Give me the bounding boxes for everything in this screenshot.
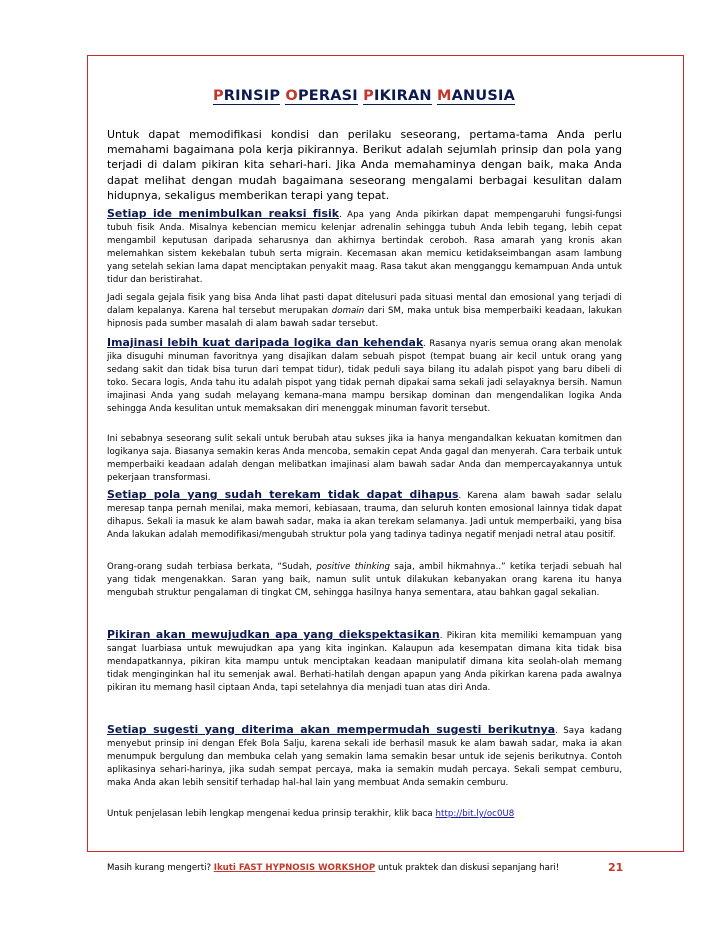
closing-paragraph: Untuk penjelasan lebih lengkap mengenai kedua prinsip terakhir, klik baca http://bit.ly/oc0U8 <box>107 809 515 819</box>
section-1-paragraph-2: Jadi segala gejala fisik yang bisa Anda lihat pasti dapat ditelusuri pada situasi mental dan emosional yang terjadi di dalam kepalanya. Karena hal tersebut merupakan domain dari SM, maka untuk bisa memperbaiki keadaan, lakukan hipnosis pada sumber masalah di alam bawah sadar tersebut. <box>107 293 622 329</box>
more-info-link[interactable]: http://bit.ly/oc0U8 <box>435 809 515 819</box>
section-3-heading: Setiap pola yang sudah terekam tidak dapat dihapus <box>107 488 459 501</box>
page-number: 21 <box>608 861 624 874</box>
section-5-paragraph <box>107 724 622 790</box>
section-5-heading: Setiap sugesti yang diterima akan mempermudah sugesti berikutnya <box>107 723 556 736</box>
section-2-paragraph-2: Ini sebabnya seseorang sulit sekali untuk berubah atau sukses jika ia hanya mengandalkan kekuatan komitmen dan logikanya saja. Biasanya semakin keras Anda mencoba, semakin cepat Anda gagal dan menyerah. Cara terbaik untuk memperbaiki keadaan adalah dengan melibatkan imajinasi alam bawah sadar Anda dan mempercayakannya untuk pekerjaan transformasi. <box>107 434 622 483</box>
section-4-paragraph <box>107 629 622 695</box>
section-2-heading: Imajinasi lebih kuat daripada logika dan kehendak <box>107 336 424 349</box>
footer: Masih kurang mengerti? Ikuti FAST HYPNOSIS WORKSHOP untuk praktek dan diskusi sepanjang hari! <box>107 863 560 873</box>
section-3-paragraph-2: Orang-orang sudah terbiasa berkata, “Sudah, positive thinking saja, ambil hikmahnya..” ketika terjadi sebuah hal yang tidak mengenakkan. Saran yang baik, namun sulit untuk dilakukan kebanyakan orang karena itu hanya mengubah struktur pengalaman di tingkat CM, sehingga hasilnya hanya sementara, atau bahkan gagal sekalian. <box>107 562 622 598</box>
section-4-body: . Pikiran kita memiliki kemampuan yang sangat luarbiasa untuk mewujudkan apa yang kita inginkan. Kalaupun ada kesempatan dimana kita tidak bisa mendapatkannya, pikiran kita mampu untuk menciptakan keadaan manipulatif dimana kita seolah-olah memang tidak menginginkan hal itu semenjak awal. Berhati-hatilah dengan apapun yang Anda pikirkan karena pada awalnya pikiran itu memang hasil ciptaan Anda, tapi setelahnya dia menjadi tuan atas diri Anda. <box>107 631 622 693</box>
section-1-body: . Apa yang Anda pikirkan dapat mempengaruhi fungsi-fungsi tubuh fisik Anda. Misalnya kebencian memicu kelenjar adrenalin sehingga tubuh Anda lebih tegang, lebih cepat mengambil keputusan daripada seharusnya dan akhirnya bertindak ceroboh. Rasa amarah yang kronis akan melemahkan sistem kekebalan tubuh serta migrain. Kecemasan akan memicu ketidakseimbangan asam lambung yang setelah sekian lama dapat menciptakan penyakit maag. Rasa takut akan mengganggu kemampuan Anda untuk tidur dan beristirahat. <box>107 210 622 285</box>
title-word-4: MANUSIA <box>436 88 516 104</box>
section-4-heading: Pikiran akan mewujudkan apa yang diekspektasikan <box>107 628 440 641</box>
intro-paragraph: Untuk dapat memodifikasi kondisi dan perilaku seseorang, pertama-tama Anda perlu memahami bagaimana pola kerja pikirannya. Berikut adalah sejumlah prinsip dan pola yang terjadi di dalam pikiran kita sehari-hari. Jika Anda memahaminya dengan baik, maka Anda dapat melihat dengan mudah bagaimana seseorang mengalami berbagai kesulitan dalam hidupnya, sekaligus memberikan terapi yang tepat. <box>107 128 622 202</box>
workshop-link[interactable]: Ikuti FAST HYPNOSIS WORKSHOP <box>213 863 376 873</box>
section-1-heading: Setiap ide menimbulkan reaksi fisik <box>107 207 340 220</box>
title-word-1: PRINSIP <box>212 88 281 104</box>
section-2-body: . Rasanya nyaris semua orang akan menolak jika disuguhi minuman favoritnya yang disajikan dalam sebuah pispot (tempat buang air kecil untuk orang yang sedang sakit dan tidak bisa turun dari tempat tidur), tidak peduli saya bilang itu adalah pispot yang baru dibeli di toko. Secara logis, Anda tahu itu adalah pispot yang tidak pernah dipakai sama sekali jadi selayaknya bersih. Namun imajinasi Anda yang sudah melayang kemana-mana mampu bersikap dominan dan mengendalikan logika Anda sehingga Anda kesulitan untuk memaksakan diri menenggak minuman favorit tersebut. <box>107 339 622 414</box>
page-title <box>0 88 728 104</box>
title-word-2: OPERASI <box>285 88 358 104</box>
section-3-paragraph <box>107 489 622 542</box>
title-word-3: PIKIRAN <box>363 88 432 104</box>
section-2-paragraph <box>107 337 622 415</box>
section-1-paragraph <box>107 208 622 286</box>
section-5-body: . Saya kadang menyebut prinsip ini dengan Efek Bola Salju, karena sekali ide berhasil masuk ke alam bawah sadar, maka ia akan menumpuk bergulung dan membuka celah yang semakin lama semakin besar untuk ide sejenis berikutnya. Contoh aplikasinya sehari-harinya, jika sudah sempat percaya, maka ia semakin mudah percaya. Sekali sempat cemburu, maka Anda akan lebih sensitif terhadap hal-hal lain yang membuat Anda semakin cemburu. <box>107 726 622 788</box>
section-3-body: . Karena alam bawah sadar selalu meresap tanpa pernah menilai, maka memori, kebiasaan, trauma, dan seluruh konten emosional lainnya tidak dapat dihapus. Sekali ia masuk ke alam bawah sadar, maka ia akan terekam selamanya. Jadi untuk memperbaiki, yang bisa Anda lakukan adalah memodifikasi/mengubah struktur pola yang tadinya tadinya negatif menjadi netral atau positif. <box>107 491 623 540</box>
